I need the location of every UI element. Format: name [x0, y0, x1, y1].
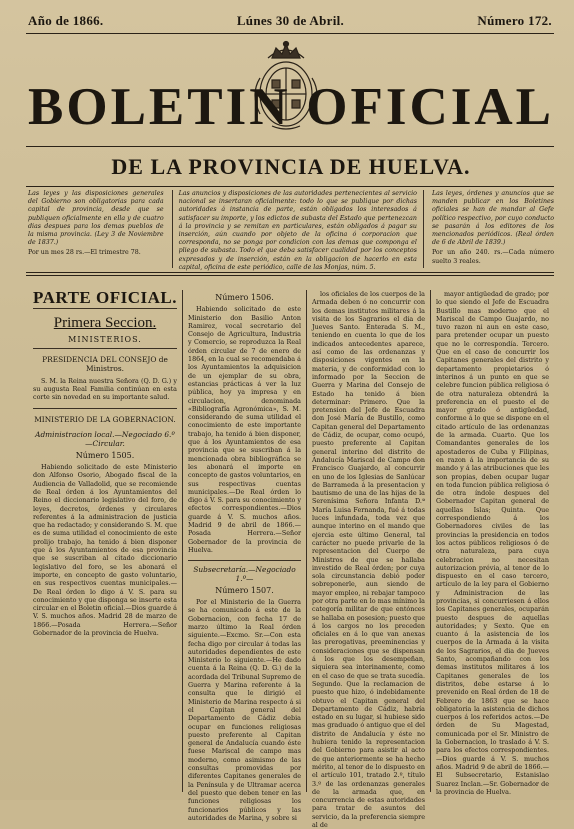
note-left-price: Por un mes 28 rs.—El trimestre 78. — [28, 249, 141, 257]
paragraph-1507: Por el Ministerio de la Guerra se ha comunicado á este de la Gobernacion, con fecha 17 de marzo último la Real órden siguiente.—Excmo. Sr.—Con esta fecha digo por circular á todas las autoridades dependientes de este Ministerio lo siguiente.—He dado cuenta á la Reina (Q. D. G.) de la acordada del Tribunal Supremo de Guerra y Marina referente á la consulta que le dirigió el Ministerio de Marina respecto á si el Capitan general del Departamento de Cádiz debia ocupar en funciones religiosas puesto preferente al Capitan general de Andalucía cuando éste fuese Mariscal de campo mas moderno, como asimismo de las consultas promovidas por diferentes Capitanes generales de la Península y de Ultramar acerca del puesto que deben tener en las funciones religiosas los funcionarios públicos y las autoridades de Marina, y sobre si — [188, 598, 301, 822]
heading-subsecretaria: Subsecretaría.—Negociado 1.º— — [188, 560, 301, 583]
publication-notes — [28, 190, 554, 271]
column-2 — [182, 290, 306, 822]
note-right — [432, 190, 554, 268]
masthead-right: OFICIAL — [306, 77, 554, 136]
column-1 — [28, 290, 182, 792]
issue-year: Año de 1866. — [28, 13, 104, 28]
note-right-price: Por un año 240. rs.—Cada número suelto 3 reales. — [431, 249, 554, 265]
heading-admin-local: Administracion local.—Negociado 6.º—Circular. — [35, 429, 175, 448]
notes-rule — [26, 272, 554, 273]
decree-number-1506: Número 1506. — [215, 293, 274, 302]
paragraph-1507-cont: los oficiales de los cuerpos de la Armada deben ó no concurrir con los demas institutos militares á la visita de los Sagrarios el dia de Jueves Santo. Enterada S. M., teniendo en cuenta lo que de los indicados antecedentes aparece, así como de las ordenanzas y disposiciones vigentes en la materia, y de conformidad con lo informado por la Seccion de Guerra y Marina del Consejo de Estado ha tenido á bien determinar: Primero. Que la pretension del Jefe de Escuadra don José María de Bustillo, como Capitan general del Departamento de Cádiz, de ocupar, como ocupó, puesto preferente al Capitan general interino del distrito de Andalucía Mariscal de Campo don Francisco Guajardo, al concurrir en uno de los Iglesias de Sanlúcar de Barrameda á la presentacion y bautismo de una de las hijas de la Serenísima Señora Infanta D.ª María Luisa Fernanda, fué á todas luces infundada, toda vez que aunque interino en el mando que ejercia este último General, tal carácter no puede privarle de la representacion del Cuerpo de Ministros de que se hallaba investido de Real órden; por cuya sola circunstancia debió poder sobreponerle, aun siendo de mayor empleo, ni rebajar tampoco por otra parte en lo mas mínimo la categoría militar de que entónces se hallaba en posesion; puesto que á los cargos no los preceden oficiales en á lo que van anexas las prerogativas, preeminencias y consideraciones que se dispensan á los que los desempeñan, siquiera sea interinamente, como en el caso de que se trata sucedía. Segundo. Que la reclamacion de puesto que hizo, ó indebidamente obtuvo el Capitan general del Departamento de Cádiz, habría estado en su lugar, si hubiese sido mas graduado ó antiguo que el del distrito de Andalucía y éste no hubiera tenido la representacion del Gobierno para asistir al acto de que anteriormente se ha hecho mérito, al tenor de lo dispuesto en el artículo 101, tratado 2.º, título 3.º de las ordenanzas generales de la armada que, en concurrencia de estas autoridades para tratar de asuntos del servicio, da la preferencia siempre al de — [312, 290, 425, 829]
section-parte-oficial: PARTE OFICIAL. — [33, 294, 177, 309]
heading-gobernacion: MINISTERIO DE LA GOBERNACION. — [34, 414, 176, 424]
column-3 — [306, 290, 430, 829]
masthead-subtitle: DE LA PROVINCIA DE HUELVA. — [111, 154, 471, 179]
heading-presidencia: PRESIDENCIA DEL CONSEJO de Ministros. — [42, 354, 168, 373]
note-left-text: Las leyes y las disposiciones generales del Gobierno son obligatorias para cada capital de provincia, desde que se publiquen oficialmente en ella y de cuatro dias despues para los demas pueblos de la misma provincia. (Ley 3 de Noviembre de 1837.) — [28, 190, 164, 247]
masthead-rule — [26, 146, 554, 147]
issue-header — [28, 12, 552, 30]
notes-rule-double — [26, 275, 554, 276]
article-columns — [28, 288, 554, 829]
header-rule — [26, 33, 554, 34]
paragraph-presidencia: S. M. la Reina nuestra Señora (Q. D. G.) y su augusta Real Familia continúan en esta corte sin novedad en su importante salud. — [33, 376, 177, 402]
decree-number-1507: Número 1507. — [215, 585, 274, 595]
note-left — [28, 190, 164, 268]
masthead-left: BOLETIN — [28, 77, 291, 136]
masthead — [28, 78, 554, 136]
note-center — [172, 190, 424, 271]
subtitle-rule — [26, 186, 554, 187]
decree-number-1505: Número 1505. — [75, 450, 135, 460]
paragraph-1505: Habiendo solicitado de este Ministerio don Alfonso Osorio, Abogado fiscal de la Audiencia de Valladolid, que se recomiende de Real órden á los Ayuntamientos del Reino el diccionario legislativo del foro, de leyes, decretos, órdenes y circulares referentes á la administracion de justicia que ha redactado; y considerando S. M. que es de suma utilidad el conocimiento de este prolijo trabajo, ha tenido á bien disponer que á los Ayuntamientos de esa provincia que se suscriban al citado diccionario legislativo del foro, se les abonará el importe, en concepto de gasto voluntario, en sus respectivos cuentas municipales.—De Real órden lo digo á V. S. para su conocimiento y que disponga se inserte esta circular en el Boletin oficial.—Dios guarde á V. S. muchos años. Madrid 28 de marzo de 1866.—Posada Herrera.—Señor Gobernador de la provincia de Huelva. — [33, 463, 177, 638]
column-4 — [430, 290, 554, 796]
section-ministerios: MINISTERIOS. — [33, 336, 177, 349]
paragraph-1506: Habiendo solicitado de este Ministerio don Basilio Anton Ramirez, vocal secretario del Consejo de Agricultura, Industria y Comercio, se reproduzca la Real órden circular de 7 de enero de 1864, en la cual se recomendaba á los Ayuntamientos la adquisicion de un ejemplar de su obra, estancias prácticas á ver la luz pública, hoy ya impresa y en circulacion, denominada «Bibliografía Agronómica», S. M. considerando de suma utilidad el conocimiento de este importante trabajo, ha tenido á bien disponer, que á los Ayuntamientos de esa provincia que se suscriban á la mencionada obra bibliográfica se les abonará el importe en concepto de gastos voluntarios, en sus respectivas cuentas municipales.—De Real órden lo digo á V. S. para su conocimiento y efectos correspondientes.—Dios guarde á V. S. muchos años. Madrid 9 de abril de 1866.—Posada Herrera.—Señor Gobernador de la provincia de Huelva. — [188, 305, 302, 554]
note-center-text: Las anuncios y disposiciones de las autoridades pertenecientes al servicio nacional se insertaran oficialmente: todo lo que se publique por dichas autoridades á instancia de parte, están obligados los interesados á satisfacer su importe, y los edictos de subasta del Estado que pertenezcan á la provincia y se remitan en particulares, están obligados á pagar su inserción, aún cuando por objeto de la oficina ó corporacion que corresponda, no se ponga por condicion con las demas que componga el pliego de subasta. Todo el que deba satisfacer cualidad por los conceptos expresados y de inserción, están en la obligacion de hacerlo en esta capital, oficina de este periódico, calle de las Monjas, núm. 5. — [178, 190, 417, 271]
section-primera: Primera Seccion. — [53, 315, 157, 332]
issue-date: Lúnes 30 de Abril. — [236, 13, 345, 28]
paragraph-1507-end: mayor antigüedad de grado; por lo que siendo el Jefe de Escuadra Bustillo mas moderno que el Mariscal de Campo Guajardo, no tuvo razon ni aun en este caso, para pretender ocupar un puesto que no le correspondía. Tercero. Que en el caso de concurrir los Capitanes generales del distrito y departamento propietarios ó interinos á un punto en que se celebre funcion pública religiosa ó de otra naturaleza obtendrá la preferencia en el puesto el de mayor grado ó antigüedad, conforme á lo que se dispone en el citado artículo de las ordenanzas de la armada. Cuarto. Que los Comandantes generales de los apostaderos de Cuba y Filipinas, en razon á la importancia de su mando y á las atribuciones que les son propias, deben ocupar lugar en toda funcion pública religiosa ó de otra índole despues del Gobernador Capitan general de aquellas Islas; Quinta. Que correspondiendo á los Gobernadores civiles de las provincias la presidencia en todos los actos públicos religiosos ó de otra naturaleza, para cuya celebracion no necesitan autorizacion prévia, al tenor de lo dispuesto en el caso tercero, artículo de la ley para el Gobierno y Administracion de las provincias, si concurriesen á ellos los Capitanes generales, ocuparán puesto despues de aquellas autoridades; y Sexto. Que en cuanto á la asistencia de los cuerpos de la Armada á la visita de los Sagrarios, el dia de Jueves Santo, acompañando con los demas institutos militares á los Capitanes generales de los distritos, debe estarse á lo prevenido en Real órden de 18 de Febrero de 1863 que se hace obligatoria la asistencia de dichos cuerpos á los referidos actos.—De órden de Su Magestad, comunicada por el Sr. Ministro de la Gobernacion, lo traslado á V. S. para los efectos correspondientes.—Dios guarde á V. S. muchos años. Madrid 9 de abril de 1866.—El Subsecretario, Estanislao Suarez Inclan.—Sr. Gobernador de la provincia de Huelva. — [436, 290, 549, 796]
note-right-text: Las leyes, órdenes y anuncios que se manden publicar en los Boletines oficiales se han de mandar al Gefe político respectivo, por cuyo conducto se pasarán á los editores de los mencionados periódicos. (Real órden de 6 de Abril de 1839.) — [431, 190, 554, 247]
issue-number: Número 172. — [477, 13, 552, 28]
divider — [33, 408, 177, 409]
